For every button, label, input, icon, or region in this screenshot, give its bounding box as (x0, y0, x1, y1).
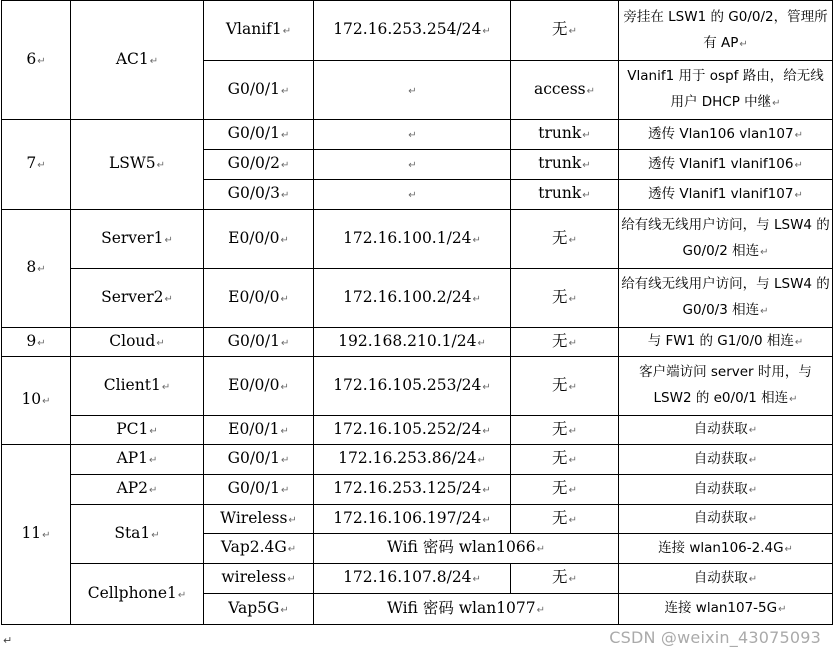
cell-text: 7 (26, 154, 37, 172)
paragraph-mark: ↵ (408, 130, 417, 141)
paragraph-mark: ↵ (472, 574, 481, 585)
paragraph-mark: ↵ (3, 634, 13, 647)
paragraph-mark: ↵ (37, 264, 46, 275)
cell-text: 自动获取 (693, 510, 748, 526)
table-cell (314, 150, 511, 180)
table-cell (619, 534, 833, 564)
cell-text: E0/0/1 (228, 419, 280, 438)
paragraph-mark: ↵ (482, 425, 491, 437)
table-cell (204, 180, 314, 210)
paragraph-mark: ↵ (280, 293, 289, 305)
table-cell (71, 328, 204, 357)
paragraph-mark: ↵ (151, 529, 160, 541)
cell-text: 6 (26, 49, 37, 68)
cell-text: 自动获取 (693, 480, 748, 497)
table-cell (204, 150, 314, 180)
paragraph-mark: ↵ (164, 234, 173, 246)
paragraph-mark: ↵ (42, 396, 51, 407)
paragraph-mark: ↵ (748, 454, 758, 466)
paragraph-mark: ↵ (164, 293, 173, 305)
paragraph-mark: ↵ (177, 589, 187, 601)
cell-text: G0/0/1 (227, 449, 281, 467)
cell-text: 172.16.105.253/24 (333, 375, 482, 394)
paragraph-mark: ↵ (281, 337, 290, 349)
table-cell (619, 150, 833, 180)
paragraph-mark: ↵ (280, 425, 289, 437)
table-row (2, 328, 833, 357)
table-row (2, 505, 833, 534)
paragraph-mark: ↵ (794, 337, 804, 348)
table-cell (619, 445, 833, 475)
cell-text: 连接 wlan107-5G (664, 600, 778, 616)
cell-text: 自动获取 (693, 569, 748, 586)
paragraph-mark: ↵ (794, 129, 803, 141)
paragraph-mark: ↵ (582, 160, 591, 171)
cell-text: E0/0/0 (228, 228, 280, 247)
paragraph-mark: ↵ (772, 98, 781, 109)
cell-text: 给有线无线用户访问，与 LSW4 的 G0/0/3 相连 (621, 276, 830, 318)
table-cell (2, 357, 71, 445)
paragraph-mark: ↵ (482, 514, 491, 526)
paragraph-mark: ↵ (280, 604, 289, 616)
table-cell (204, 61, 314, 120)
paragraph-mark: ↵ (280, 381, 289, 393)
cell-text: Server1 (101, 228, 164, 247)
table-cell (204, 357, 314, 416)
table-cell (619, 475, 833, 505)
paragraph-mark: ↵ (582, 130, 591, 141)
paragraph-mark: ↵ (739, 38, 748, 50)
cell-text: E0/0/0 (228, 287, 280, 306)
cell-text: 透传 Vlanif1 vlanif107 (648, 185, 794, 202)
cell-text: 172.16.100.2/24 (343, 287, 472, 306)
table-cell (619, 416, 833, 445)
cell-text: 无 (552, 331, 568, 350)
cell-text: G0/0/1 (227, 479, 281, 497)
table-cell (314, 594, 619, 625)
table-cell (511, 61, 619, 120)
cell-text: Cellphone1 (87, 583, 177, 602)
table-cell (619, 357, 833, 416)
cell-text: Wifi 密码 wlan1066 (386, 538, 536, 556)
cell-text: 透传 Vlanif1 vlanif106 (648, 155, 794, 172)
table-cell (511, 328, 619, 357)
table-row (2, 1, 833, 61)
cell-text: Vlanif1 用于 ospf 路由，给无线用户 DHCP 中继 (627, 68, 824, 110)
cell-text: 172.16.100.1/24 (343, 228, 472, 247)
table-cell (511, 445, 619, 475)
table-cell (511, 269, 619, 328)
paragraph-mark: ↵ (536, 604, 546, 616)
paragraph-mark: ↵ (42, 530, 51, 541)
table-row (2, 445, 833, 475)
paragraph-mark: ↵ (472, 234, 481, 246)
paragraph-mark: ↵ (280, 234, 289, 246)
paragraph-mark: ↵ (37, 55, 46, 67)
paragraph-mark: ↵ (281, 455, 290, 466)
cell-text: Wifi 密码 wlan1077 (386, 598, 536, 617)
table-cell (204, 445, 314, 475)
table-cell (204, 210, 314, 269)
table-cell (71, 445, 204, 475)
paragraph-mark: ↵ (408, 160, 417, 171)
cell-text: G0/0/1 (227, 124, 281, 142)
table-cell (619, 61, 833, 120)
cell-text: 给有线无线用户访问，与 LSW4 的 G0/0/2 相连 (621, 217, 830, 259)
table-cell (204, 475, 314, 505)
cell-text: 无 (552, 375, 568, 394)
table-cell (204, 1, 314, 61)
cell-text: trunk (538, 154, 582, 172)
cell-text: wireless (221, 568, 287, 586)
paragraph-mark: ↵ (760, 247, 769, 258)
table-cell (314, 534, 619, 564)
table-cell (314, 416, 511, 445)
table-cell (511, 357, 619, 416)
cell-text: 10 (21, 390, 42, 408)
cell-text: G0/0/1 (227, 331, 281, 350)
table-cell (2, 445, 71, 625)
paragraph-mark: ↵ (472, 293, 481, 305)
cell-text: Vap2.4G (220, 538, 287, 556)
cell-text: trunk (538, 124, 582, 142)
paragraph-mark: ↵ (149, 455, 158, 466)
paragraph-mark: ↵ (482, 485, 491, 496)
table-cell (204, 269, 314, 328)
table-cell (314, 180, 511, 210)
paragraph-mark: ↵ (408, 190, 417, 201)
table-cell (71, 564, 204, 625)
table-cell (619, 180, 833, 210)
paragraph-mark: ↵ (748, 573, 758, 585)
table-row (2, 475, 833, 505)
paragraph-mark: ↵ (408, 85, 417, 97)
table-cell (314, 269, 511, 328)
table-cell (204, 534, 314, 564)
paragraph-mark: ↵ (568, 26, 577, 37)
cell-text: access (533, 79, 586, 98)
paragraph-mark: ↵ (37, 337, 46, 349)
paragraph-mark: ↵ (37, 160, 46, 171)
cell-text: G0/0/2 (227, 154, 281, 172)
table-cell (314, 357, 511, 416)
paragraph-mark: ↵ (789, 394, 798, 405)
cell-text: 自动获取 (693, 421, 748, 437)
table-cell (619, 564, 833, 594)
paragraph-mark: ↵ (568, 514, 577, 526)
paragraph-mark: ↵ (582, 190, 591, 201)
paragraph-mark: ↵ (281, 160, 290, 171)
paragraph-mark: ↵ (568, 234, 577, 246)
cell-text: 172.16.107.8/24 (343, 568, 472, 586)
paragraph-mark: ↵ (149, 425, 158, 437)
paragraph-mark: ↵ (568, 337, 577, 349)
paragraph-mark: ↵ (281, 485, 290, 496)
paragraph-mark: ↵ (760, 306, 769, 317)
cell-text: AP1 (116, 449, 149, 467)
paragraph-mark: ↵ (784, 543, 793, 555)
table-cell (314, 210, 511, 269)
cell-text: G0/0/1 (227, 79, 281, 98)
table-cell (619, 269, 833, 328)
table-cell (71, 505, 204, 564)
paragraph-mark: ↵ (748, 514, 758, 525)
paragraph-mark: ↵ (568, 381, 577, 393)
cell-text: 172.16.253.86/24 (338, 449, 477, 467)
cell-text: 172.16.105.252/24 (333, 419, 482, 438)
table-cell (314, 328, 511, 357)
table-cell (619, 505, 833, 534)
table-cell (314, 120, 511, 150)
cell-text: 8 (26, 258, 37, 276)
paragraph-mark: ↵ (568, 485, 577, 496)
paragraph-mark: ↵ (568, 574, 577, 585)
paragraph-mark: ↵ (281, 190, 290, 201)
table-cell (314, 445, 511, 475)
table-cell (511, 1, 619, 61)
table-cell (314, 505, 511, 534)
cell-text: 无 (552, 20, 568, 38)
table-cell (204, 328, 314, 357)
cell-text: G0/0/3 (227, 184, 281, 202)
table-cell (511, 210, 619, 269)
paragraph-mark: ↵ (536, 544, 546, 555)
cell-text: 9 (26, 331, 37, 350)
cell-text: 客户端访问 server 时用，与 LSW2 的 e0/0/1 相连 (639, 364, 812, 406)
cell-text: 无 (552, 449, 568, 467)
table-cell (71, 475, 204, 505)
cell-text: 172.16.253.254/24 (333, 20, 482, 38)
table-row (2, 416, 833, 445)
paragraph-mark: ↵ (568, 425, 577, 437)
cell-text: 无 (552, 419, 568, 438)
paragraph-mark: ↵ (287, 544, 297, 555)
table-cell (619, 594, 833, 625)
cell-text: 旁挂在 LSW1 的 G0/0/2，管理所有 AP (623, 8, 828, 51)
table-cell (511, 475, 619, 505)
paragraph-mark: ↵ (282, 26, 292, 37)
paragraph-mark: ↵ (748, 484, 758, 496)
paragraph-mark: ↵ (149, 55, 159, 67)
cell-text: Sta1 (114, 523, 151, 542)
paragraph-mark: ↵ (568, 455, 577, 466)
cell-text: trunk (538, 184, 582, 202)
table-cell (71, 210, 204, 269)
cell-text: 无 (552, 508, 568, 527)
table-cell (204, 594, 314, 625)
table-cell (314, 564, 511, 594)
cell-text: 11 (21, 524, 42, 542)
paragraph-mark: ↵ (482, 26, 491, 37)
table-cell (511, 564, 619, 594)
table-body (2, 1, 833, 625)
paragraph-mark: ↵ (281, 85, 290, 97)
paragraph-mark: ↵ (156, 160, 166, 171)
paragraph-mark: ↵ (794, 159, 803, 171)
paragraph-mark: ↵ (748, 425, 758, 436)
paragraph-mark: ↵ (281, 130, 290, 141)
table-cell (314, 1, 511, 61)
paragraph-mark: ↵ (477, 337, 486, 349)
table-cell (511, 180, 619, 210)
table-cell (2, 328, 71, 357)
table-cell (619, 1, 833, 61)
cell-text: E0/0/0 (228, 375, 280, 394)
table-row (2, 564, 833, 594)
cell-text: AC1 (115, 49, 149, 68)
cell-text: LSW5 (108, 154, 156, 172)
paragraph-mark: ↵ (794, 189, 803, 201)
table-cell (71, 416, 204, 445)
cell-text: Vlanif1 (225, 20, 282, 38)
paragraph-mark: ↵ (477, 455, 486, 466)
table-cell (314, 475, 511, 505)
table-row (2, 210, 833, 269)
paragraph-mark: ↵ (161, 381, 171, 393)
paragraph-mark: ↵ (149, 485, 158, 496)
paragraph-mark: ↵ (586, 85, 596, 97)
table-cell (2, 210, 71, 328)
paragraph-mark: ↵ (288, 514, 297, 526)
cell-text: 无 (552, 479, 568, 497)
table-row (2, 357, 833, 416)
cell-text: Cloud (109, 331, 156, 350)
paragraph-mark: ↵ (287, 574, 296, 585)
table-cell (204, 416, 314, 445)
table-cell (314, 61, 511, 120)
table-cell (71, 1, 204, 120)
table-cell (204, 505, 314, 534)
cell-text: Vap5G (228, 598, 280, 617)
table-row (2, 269, 833, 328)
table-cell (511, 416, 619, 445)
table-cell (511, 120, 619, 150)
cell-text: AP2 (116, 479, 149, 497)
cell-text: 透传 Vlan106 vlan107 (648, 125, 794, 142)
table-cell (511, 150, 619, 180)
paragraph-mark: ↵ (568, 293, 577, 305)
table-cell (71, 269, 204, 328)
table-cell (511, 505, 619, 534)
table-cell (619, 120, 833, 150)
cell-text: 连接 wlan106-2.4G (658, 539, 784, 556)
table-cell (2, 120, 71, 210)
cell-text: 无 (552, 228, 568, 247)
paragraph-mark: ↵ (778, 604, 787, 615)
cell-text: 无 (552, 287, 568, 306)
cell-text: 无 (552, 568, 568, 586)
cell-text: 172.16.106.197/24 (333, 508, 482, 527)
table-cell (71, 357, 204, 416)
table-cell (204, 564, 314, 594)
paragraph-mark: ↵ (482, 381, 491, 393)
cell-text: 172.16.253.125/24 (333, 479, 482, 497)
watermark: CSDN @weixin_43075093 (609, 628, 821, 647)
table-cell (71, 120, 204, 210)
cell-text: Server2 (101, 287, 164, 306)
interface-config-table (1, 0, 833, 625)
table-cell (619, 328, 833, 357)
table-cell (619, 210, 833, 269)
cell-text: 与 FW1 的 G1/0/0 相连 (647, 333, 794, 349)
cell-text: PC1 (116, 419, 149, 438)
table-cell (204, 120, 314, 150)
cell-text: 192.168.210.1/24 (338, 331, 477, 350)
cell-text: Wireless (220, 508, 288, 527)
paragraph-mark: ↵ (156, 337, 165, 349)
table-row (2, 120, 833, 150)
cell-text: 自动获取 (693, 450, 748, 467)
cell-text: Client1 (103, 375, 161, 394)
table-cell (2, 1, 71, 120)
